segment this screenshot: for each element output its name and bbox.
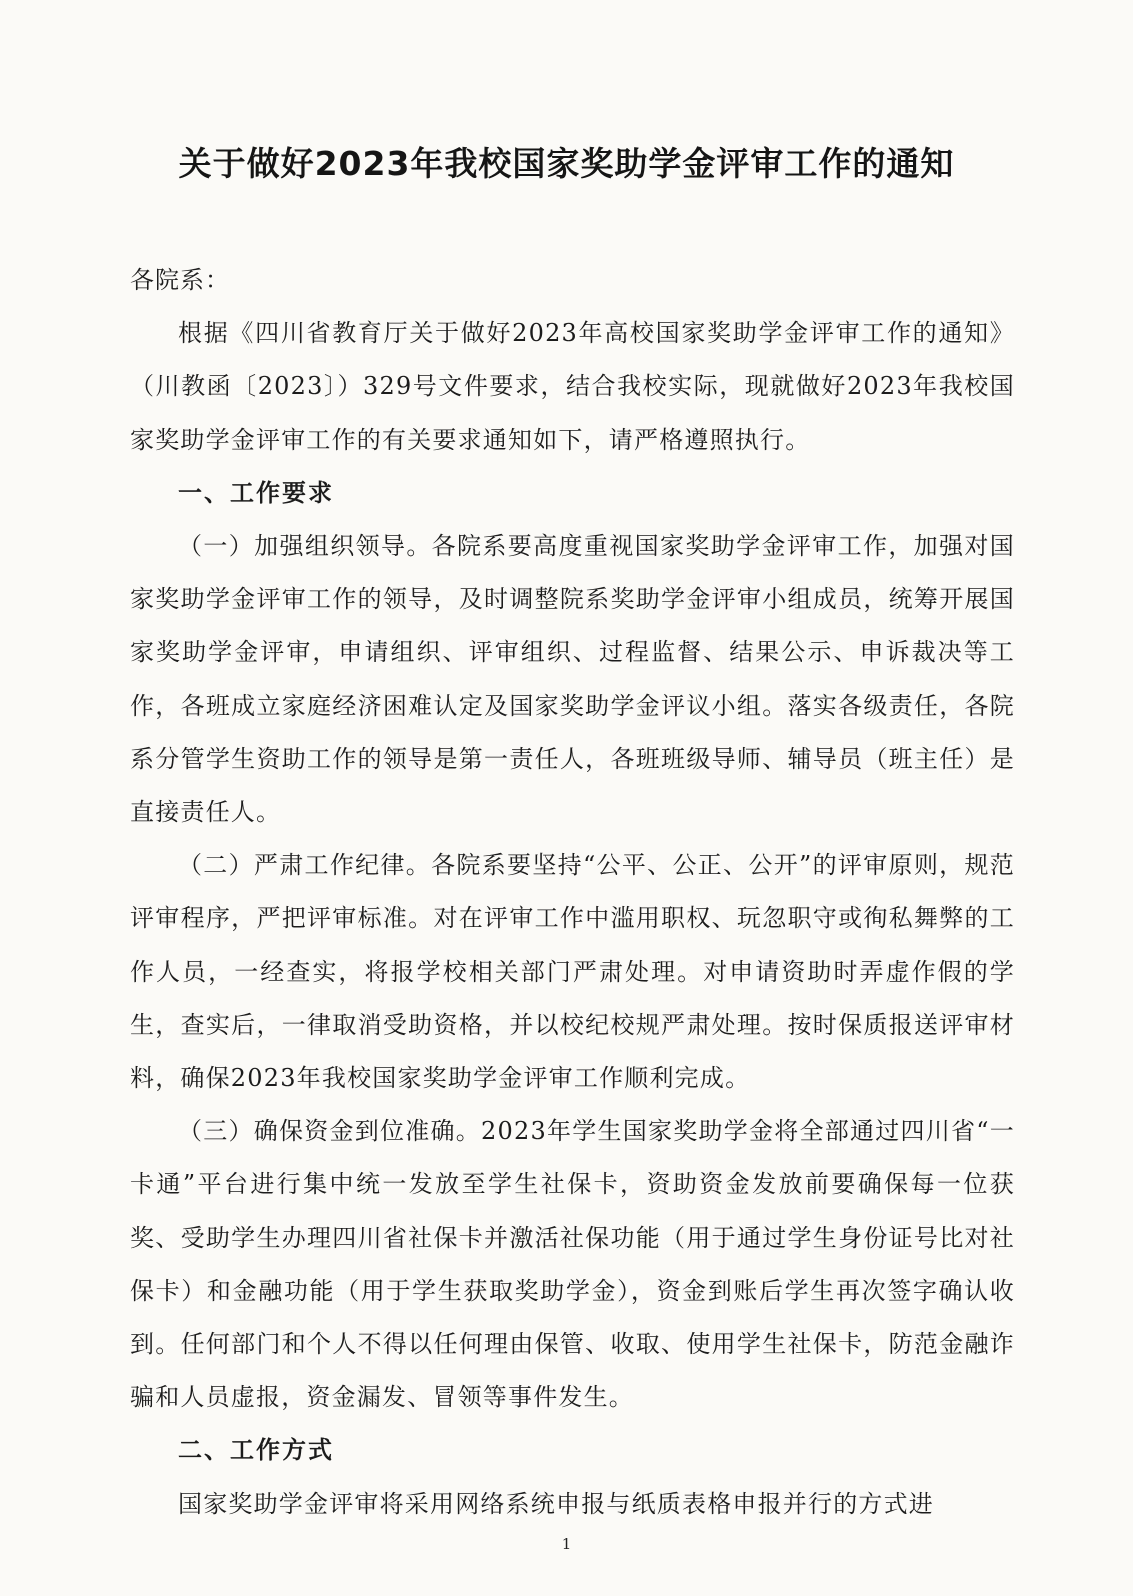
section-heading-work-requirements: 一、工作要求 xyxy=(178,478,334,507)
document-body xyxy=(130,254,1015,1531)
document-title: 关于做好2023年我校国家奖助学金评审工作的通知 xyxy=(178,144,955,183)
paragraph-organization-leadership: （一）加强组织领导。各院系要高度重视国家奖助学金评审工作，加强对国家奖助学金评审工作的领导，及时调整院系奖助学金评审小组成员，统筹开展国家奖助学金评审，申请组织、评审组织、过程监督、结果公示、申诉裁决等工作，各班成立家庭经济困难认定及国家奖助学金评议小组。落实各级责任，各院系分管学生资助工作的领导是第一责任人，各班班级导师、辅导员（班主任）是直接责任人。 xyxy=(130,532,1015,827)
salutation: 各院系： xyxy=(130,266,230,294)
paragraph-funds-accuracy: （三）确保资金到位准确。2023年学生国家奖助学金将全部通过四川省“一卡通”平台进行集中统一发放至学生社保卡，资助资金发放前要确保每一位获奖、受助学生办理四川省社保卡并激活社保功能（用于通过学生身份证号比对社保卡）和金融功能（用于学生获取奖助学金），资金到账后学生再次签字确认收到。任何部门和个人不得以任何理由保管、收取、使用学生社保卡，防范金融诈骗和人员虚报，资金漏发、冒领等事件发生。 xyxy=(130,1117,1015,1412)
paragraph-work-discipline: （二）严肃工作纪律。各院系要坚持“公平、公正、公开”的评审原则，规范评审程序，严把评审标准。对在评审工作中滥用职权、玩忽职守或徇私舞弊的工作人员，一经查实，将报学校相关部门严肃处理。对申请资助时弄虚作假的学生，查实后，一律取消受助资格，并以校纪校规严肃处理。按时保质报送评审材料，确保2023年我校国家奖助学金评审工作顺利完成。 xyxy=(130,851,1015,1093)
intro-paragraph: 根据《四川省教育厅关于做好2023年高校国家奖助学金评审工作的通知》（川教函〔2023〕）329号文件要求，结合我校实际，现就做好2023年我校国家奖助学金评审工作的有关要求通知如下，请严格遵照执行。 xyxy=(130,319,1015,454)
section-heading-work-method: 二、工作方式 xyxy=(178,1436,334,1465)
page-number: 1 xyxy=(561,1535,572,1553)
paragraph-work-method: 国家奖助学金评审将采用网络系统申报与纸质表格申报并行的方式进 xyxy=(178,1489,934,1518)
